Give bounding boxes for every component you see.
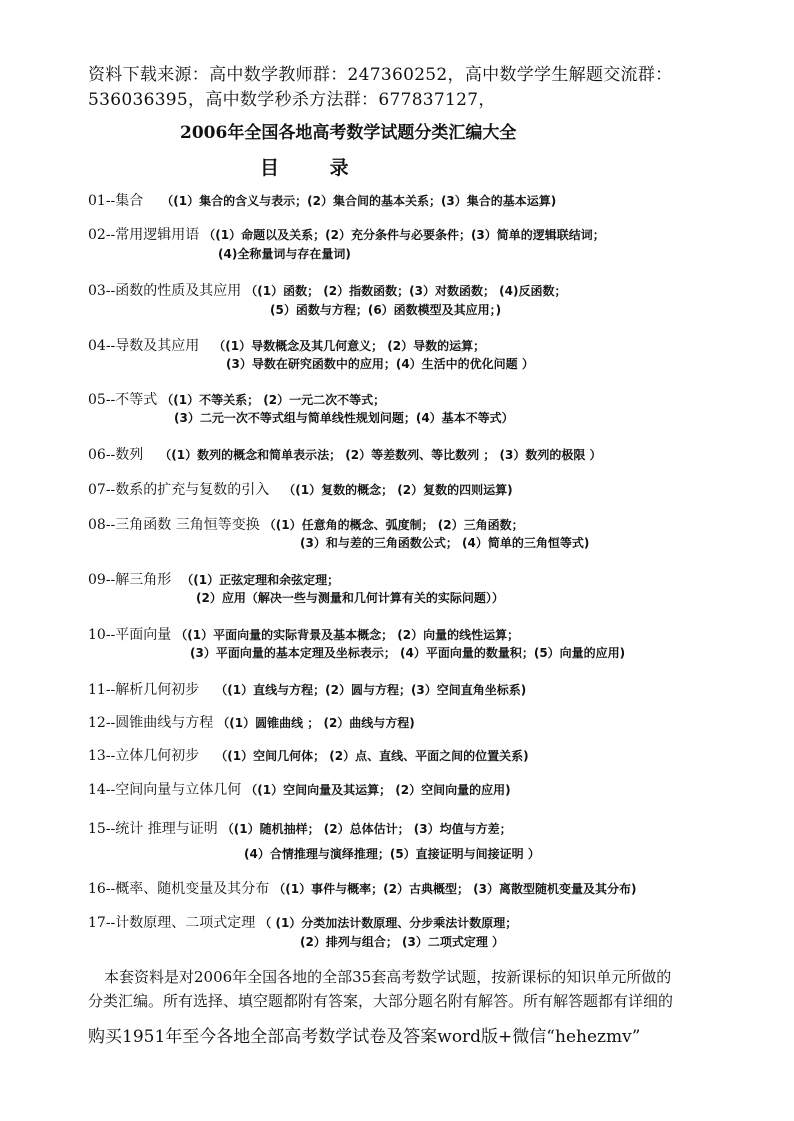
toc-item-label: 16--概率、随机变量及其分布 xyxy=(88,881,270,897)
toc-item-detail: （(1）直线与方程；(2）圆与方程；(3）空间直角坐标系) xyxy=(215,683,527,697)
toc-item-detail: （(1）集合的含义与表示；(2）集合间的基本关系；(3）集合的基本运算) xyxy=(161,194,557,208)
toc-item-detail: （(1）空间向量及其运算； (2）空间向量的应用) xyxy=(245,783,511,797)
toc-item xyxy=(88,335,485,355)
toc-item xyxy=(88,712,415,732)
toc-item-detail: （(1）命题以及关系；(2）充分条件与必要条件；(3）简单的逻辑联结词； xyxy=(203,228,605,242)
toc-item-detail-continued: (3）导数在研究函数中的应用；(4）生活中的优化问题 ） xyxy=(226,357,534,371)
header-line-1: 资料下载来源：高中数学教师群：247360252，高中数学学生解题交流群： xyxy=(88,65,673,85)
toc-item xyxy=(88,745,529,765)
toc-item-label: 03--函数的性质及其应用 xyxy=(88,283,242,299)
toc-item-detail: （(1）导数概念及其几何意义； (2）导数的运算； xyxy=(213,339,486,353)
toc-item xyxy=(88,878,636,898)
toc-item-detail: （ (1）分类加法计数原理、分步乘法计数原理； xyxy=(259,916,518,930)
toc-item-label: 13--立体几何初步 xyxy=(88,748,200,764)
intro-paragraph-line-1: 本套资料是对2006年全国各地的全部35套高考数学试题，按新课标的知识单元所做的 xyxy=(104,968,672,986)
toc-item-label: 11--解析几何初步 xyxy=(88,682,200,698)
toc-item-detail: （(1）事件与概率；(2）古典概型； (3）离散型随机变量及其分布) xyxy=(273,882,637,896)
document-title: 2006年全国各地高考数学试题分类汇编大全 xyxy=(180,123,517,143)
toc-item-label: 15--统计 推理与证明 xyxy=(88,821,218,837)
toc-item-label: 12--圆锥曲线与方程 xyxy=(88,715,214,731)
toc-item xyxy=(88,779,511,799)
toc-item-label: 07--数系的扩充与复数的引入 xyxy=(88,482,270,498)
toc-item xyxy=(88,479,513,499)
toc-item xyxy=(88,818,512,838)
toc-item-label: 17--计数原理、二项式定理 xyxy=(88,915,256,931)
toc-item-label: 09--解三角形 xyxy=(88,572,172,588)
toc-item xyxy=(88,624,519,644)
toc-item xyxy=(88,389,385,409)
toc-item-label: 06--数列 xyxy=(88,447,144,463)
toc-item xyxy=(88,190,556,210)
toc-item-detail-continued: (3）二元一次不等式组与简单线性规划问题；(4）基本不等式） xyxy=(174,411,514,425)
toc-item-label: 05--不等式 xyxy=(88,392,158,408)
toc-item-detail: （(1）正弦定理和余弦定理； xyxy=(181,573,340,587)
toc-item-label: 01--集合 xyxy=(88,193,144,209)
toc-item-detail: （(1）函数； (2）指数函数；(3）对数函数； (4)反函数； xyxy=(245,284,567,298)
toc-item-label: 02--常用逻辑用语 xyxy=(88,227,200,243)
toc-item xyxy=(88,444,602,464)
toc-item-label: 04--导数及其应用 xyxy=(88,338,200,354)
toc-item-detail: （(1）复数的概念； (2）复数的四则运算) xyxy=(283,483,513,497)
toc-item-detail: （(1）空间几何体； (2）点、直线、平面之间的位置关系) xyxy=(215,749,529,763)
toc-item-detail-continued: (3）平面向量的基本定理及坐标表示； (4）平面向量的数量积；(5）向量的应用) xyxy=(190,646,626,660)
toc-item-detail: （(1）不等关系； (2）一元二次不等式； xyxy=(161,393,386,407)
toc-item-detail: （(1）任意角的概念、弧度制； (2）三角函数； xyxy=(263,518,524,532)
toc-item-detail: （(1）随机抽样； (2）总体估计； (3）均值与方差； xyxy=(221,822,512,836)
header-line-2: 536036395，高中数学秒杀方法群：677837127， xyxy=(88,90,496,110)
toc-item-detail-continued: (2）应用（解决一些与测量和几何计算有关的实际问题）） xyxy=(196,591,504,605)
toc-item xyxy=(88,280,566,300)
intro-paragraph-line-2: 分类汇编。所有选择、填空题都附有答案，大部分题名附有解答。所有解答题都有详细的 xyxy=(88,992,674,1010)
toc-heading: 目 录 xyxy=(260,157,371,179)
toc-item xyxy=(88,912,517,932)
toc-item xyxy=(88,569,339,589)
toc-item-label: 08--三角函数 三角恒等变换 xyxy=(88,517,260,533)
toc-item-detail-continued: (2）排列与组合； (3）二项式定理 ） xyxy=(300,935,505,949)
toc-item-label: 14--空间向量与立体几何 xyxy=(88,782,242,798)
toc-item-detail-continued: (4)全称量词与存在量词) xyxy=(218,247,351,261)
toc-item xyxy=(88,514,524,534)
toc-item-detail: （(1）圆锥曲线 ； (2）曲线与方程) xyxy=(217,716,415,730)
toc-item-detail-continued: (5）函数与方程；(6）函数模型及其应用；) xyxy=(270,303,502,317)
toc-item-label: 10--平面向量 xyxy=(88,627,172,643)
toc-item-detail-continued: (3）和与差的三角函数公式； (4）简单的三角恒等式) xyxy=(300,536,590,550)
toc-item-detail: （(1）平面向量的实际背景及基本概念； (2）向量的线性运算； xyxy=(175,628,520,642)
toc-item-detail-continued: (4）合情推理与演绎推理；(5）直接证明与间接证明 ） xyxy=(244,847,540,861)
toc-item xyxy=(88,679,526,699)
toc-item xyxy=(88,224,605,244)
toc-item-detail: （(1）数列的概念和简单表示法； (2）等差数列、等比数列 ； (3）数列的极限 ） xyxy=(159,448,602,462)
purchase-notice: 购买1951年至今各地全部高考数学试卷及答案word版+微信“hehezmv” xyxy=(88,1027,641,1047)
